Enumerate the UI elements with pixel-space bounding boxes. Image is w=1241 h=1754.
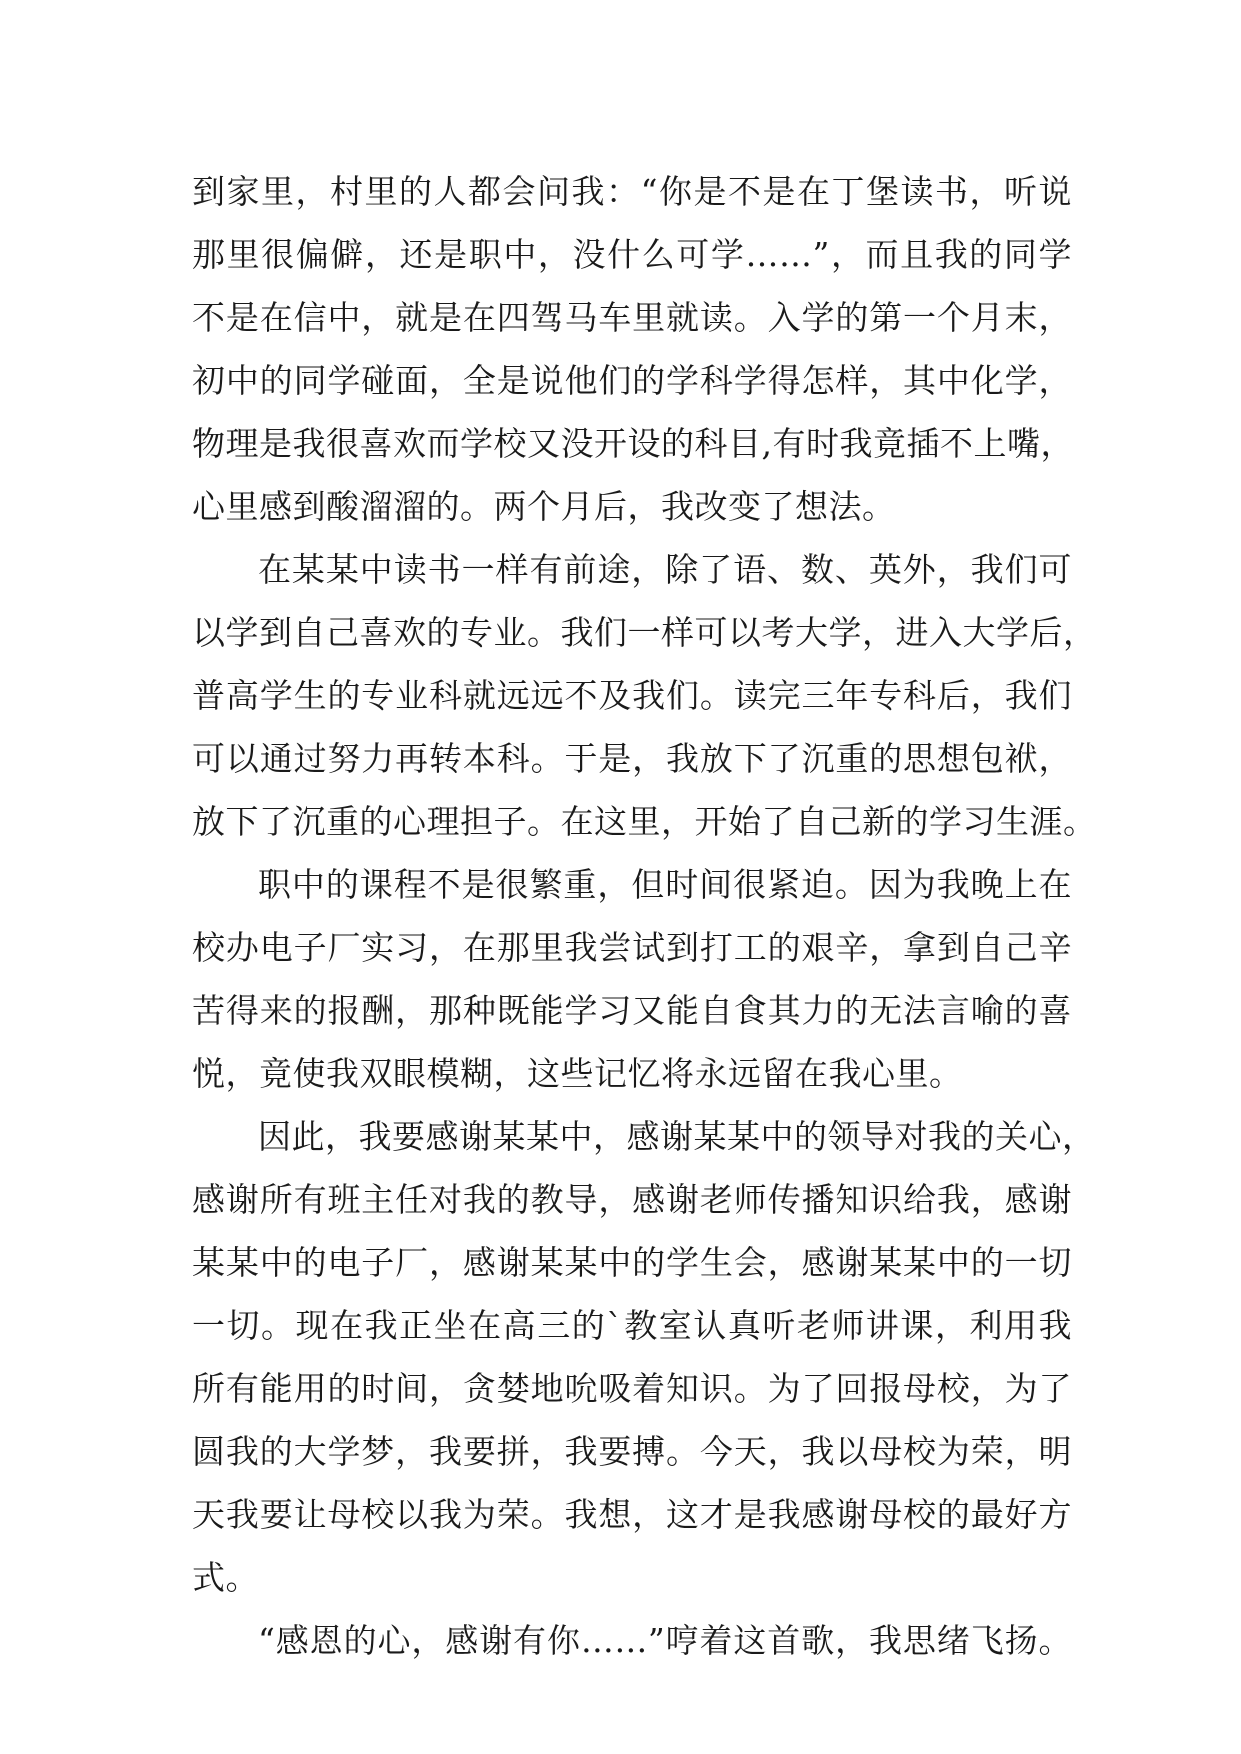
- text-line: 以学到自己喜欢的专业。我们一样可以考大学，进入大学后，: [192, 613, 1097, 652]
- text-line: 心里感到酸溜溜的。两个月后，我改变了想法。: [192, 487, 896, 526]
- body-text: [192, 160, 1097, 1672]
- text-line: 某某中的电子厂，感谢某某中的学生会，感谢某某中的一切: [192, 1243, 1072, 1282]
- text-line: 职中的课程不是很繁重，但时间很紧迫。因为我晚上在: [258, 865, 1072, 904]
- text-line: 不是在信中，就是在四驾马车里就读。入学的第一个月末，: [192, 298, 1072, 337]
- text-line: 感谢所有班主任对我的教导，感谢老师传播知识给我，感谢: [192, 1180, 1072, 1219]
- text-line: 放下了沉重的心理担子。在这里，开始了自己新的学习生涯。: [192, 802, 1097, 841]
- text-line: 天我要让母校以我为荣。我想，这才是我感谢母校的最好方: [192, 1495, 1072, 1534]
- text-line: 普高学生的专业科就远远不及我们。读完三年专科后，我们: [192, 676, 1072, 715]
- text-line: 可以通过努力再转本科。于是，我放下了沉重的思想包袱，: [192, 739, 1072, 778]
- text-line: 那里很偏僻，还是职中，没什么可学……”，而且我的同学: [192, 235, 1072, 274]
- text-line: 校办电子厂实习，在那里我尝试到打工的艰辛，拿到自己辛: [192, 928, 1072, 967]
- text-line: 所有能用的时间，贪婪地吮吸着知识。为了回报母校，为了: [192, 1369, 1072, 1408]
- text-line: 因此，我要感谢某某中，感谢某某中的领导对我的关心，: [258, 1117, 1096, 1156]
- text-line: 悦，竟使我双眼模糊，这些记忆将永远留在我心里。: [192, 1054, 963, 1093]
- text-line: 圆我的大学梦，我要拼，我要搏。今天，我以母校为荣，明: [192, 1432, 1072, 1471]
- text-line: 在某某中读书一样有前途，除了语、数、英外，我们可: [258, 550, 1072, 589]
- text-line: 一切。现在我正坐在高三的`教室认真听老师讲课，利用我: [192, 1306, 1072, 1345]
- text-line: 式。: [192, 1558, 259, 1597]
- text-line: 到家里，村里的人都会问我：“你是不是在丁堡读书，听说: [192, 172, 1072, 211]
- text-line: 苦得来的报酬，那种既能学习又能自食其力的无法言喻的喜: [192, 991, 1072, 1030]
- text-line: 物理是我很喜欢而学校又没开设的科目,有时我竟插不上嘴，: [192, 424, 1074, 463]
- text-line: “感恩的心，感谢有你……”哼着这首歌，我思绪飞扬。: [258, 1621, 1072, 1660]
- text-line: 初中的同学碰面，全是说他们的学科学得怎样，其中化学，: [192, 361, 1072, 400]
